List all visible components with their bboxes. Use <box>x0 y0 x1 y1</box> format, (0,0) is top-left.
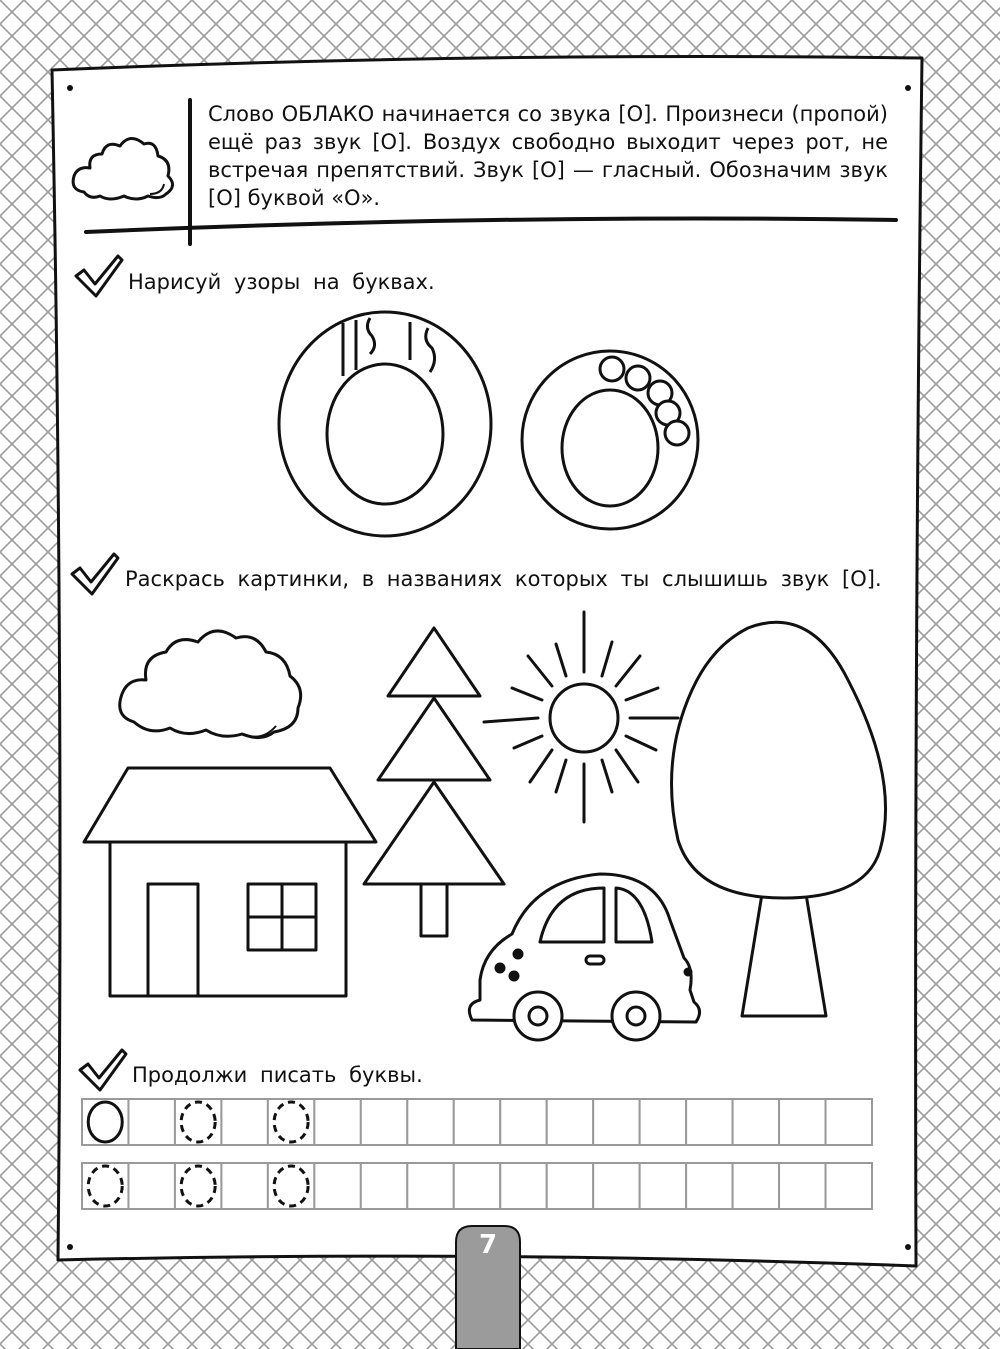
writing-cell[interactable] <box>593 1099 639 1145</box>
writing-cell[interactable] <box>314 1163 360 1209</box>
writing-cell[interactable] <box>361 1099 407 1145</box>
task-color: Раскрась картинки, в названиях которых ты слышишь звук [О]. <box>125 567 882 591</box>
writing-cell[interactable] <box>593 1163 639 1209</box>
writing-cell[interactable] <box>407 1163 453 1209</box>
writing-cell[interactable] <box>640 1099 686 1145</box>
writing-cell[interactable] <box>500 1099 546 1145</box>
house <box>84 768 376 996</box>
writing-cell[interactable] <box>686 1163 732 1209</box>
writing-cell[interactable] <box>361 1163 407 1209</box>
writing-cell[interactable] <box>779 1163 825 1209</box>
intro-text: Слово ОБЛАКО начинается со звука [О]. Произнеси (пропой) ещё раз звук [О]. Воздух свободно выходит через рот, не встречая препятствий. Звук [О] — гласный. Обозначим звук [О] буквой «О». <box>208 102 888 210</box>
writing-cell[interactable] <box>314 1099 360 1145</box>
writing-cell[interactable] <box>221 1163 267 1209</box>
task-write: Продолжи писать буквы. <box>132 1063 423 1087</box>
letter-o-uppercase <box>279 312 491 536</box>
writing-cell[interactable] <box>733 1163 779 1209</box>
writing-cell[interactable] <box>128 1099 174 1145</box>
task-patterns: Нарисуй узоры на буквах. <box>128 270 435 294</box>
writing-cell[interactable] <box>826 1163 872 1209</box>
writing-row <box>82 1163 872 1209</box>
writing-cell[interactable] <box>454 1099 500 1145</box>
writing-cell[interactable] <box>779 1099 825 1145</box>
page-number: 7 <box>478 1230 498 1260</box>
letter-o-lowercase <box>522 351 698 529</box>
writing-cell[interactable] <box>733 1099 779 1145</box>
writing-cell[interactable] <box>547 1163 593 1209</box>
writing-cell[interactable] <box>500 1163 546 1209</box>
writing-cell[interactable] <box>640 1163 686 1209</box>
writing-cell[interactable] <box>407 1099 453 1145</box>
writing-cell[interactable] <box>221 1099 267 1145</box>
writing-row <box>82 1099 872 1145</box>
writing-cell[interactable] <box>826 1099 872 1145</box>
writing-cell[interactable] <box>454 1163 500 1209</box>
writing-cell[interactable] <box>686 1099 732 1145</box>
writing-cell[interactable] <box>547 1099 593 1145</box>
writing-cell[interactable] <box>128 1163 174 1209</box>
